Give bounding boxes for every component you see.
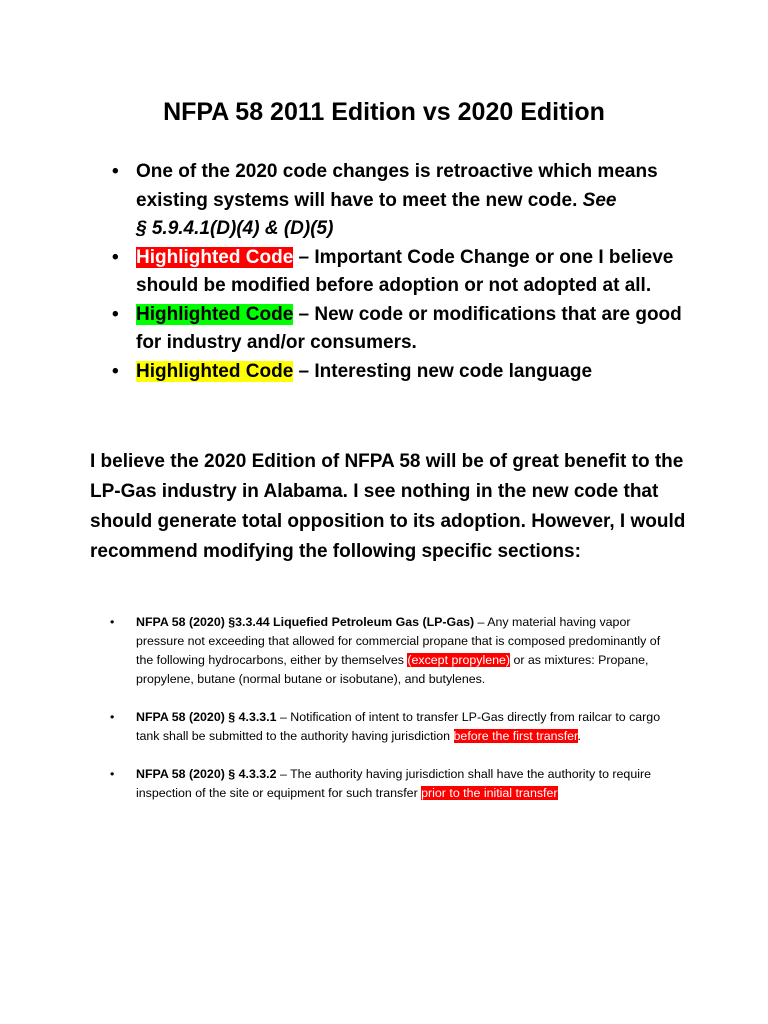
code-sections-list (110, 613, 670, 822)
code-section-highlight: before the first transfer (453, 729, 578, 743)
code-section-text: – Any material having vapor pressure not exceeding that allowed for commercial propane that is composed predominantly of the following hydrocarbons, either by themselves (136, 615, 661, 667)
legend-item-retroactive (110, 158, 700, 244)
legend-item-text: – Important Code Change or one I believe should be modified before adoption or not adopted at all. (136, 246, 674, 296)
green-highlight-sample: Highlighted Code (136, 303, 294, 325)
code-section-reference: NFPA 58 (2020) §3.3.44 Liquefied Petroleum Gas (LP-Gas) (136, 615, 475, 629)
code-section-text: . (577, 729, 581, 743)
red-highlight-sample: Highlighted Code (136, 246, 294, 268)
code-section-highlight: prior to the initial transfer (421, 786, 558, 800)
legend-list (110, 158, 700, 386)
code-section-item (110, 765, 670, 803)
page-title: NFPA 58 2011 Edition vs 2020 Edition (163, 98, 605, 126)
legend-item-text: One of the 2020 code changes is retroactive which means existing systems will have to meet the new code. (136, 161, 658, 211)
code-section-highlight: (except propylene) (407, 653, 510, 667)
legend-item-red (110, 244, 700, 301)
legend-item-yellow (110, 358, 700, 387)
code-section-text: – The authority having jurisdiction shall have the authority to require inspection of the site or equipment for such transfer (136, 767, 651, 800)
legend-item-green (110, 301, 700, 358)
code-section-item (110, 708, 670, 746)
code-section-text: – Notification of intent to transfer LP-Gas directly from railcar to cargo tank shall be submitted to the authority having jurisdiction (136, 710, 661, 743)
code-section-text: or as mixtures: Propane, propylene, butane (normal butane or isobutane), and butylenes. (136, 653, 649, 686)
code-section-item (110, 613, 670, 689)
code-section-reference: NFPA 58 (2020) § 4.3.3.1 (136, 710, 277, 724)
section-reference: § 5.9.4.1(D)(4) & (D)(5) (136, 218, 334, 239)
legend-item-text: – Interesting new code language (293, 360, 593, 382)
legend-item-text: – New code or modifications that are good for industry and/or consumers. (136, 303, 682, 353)
intro-paragraph: I believe the 2020 Edition of NFPA 58 will be of great benefit to the LP-Gas industry in Alabama. I see nothing in the new code that should generate total opposition to its adoption. However, I would recommend modifying the following specific sections: (90, 451, 686, 562)
yellow-highlight-sample: Highlighted Code (136, 360, 294, 382)
see-reference-label: See (582, 189, 617, 211)
code-section-reference: NFPA 58 (2020) § 4.3.3.2 (136, 767, 277, 781)
